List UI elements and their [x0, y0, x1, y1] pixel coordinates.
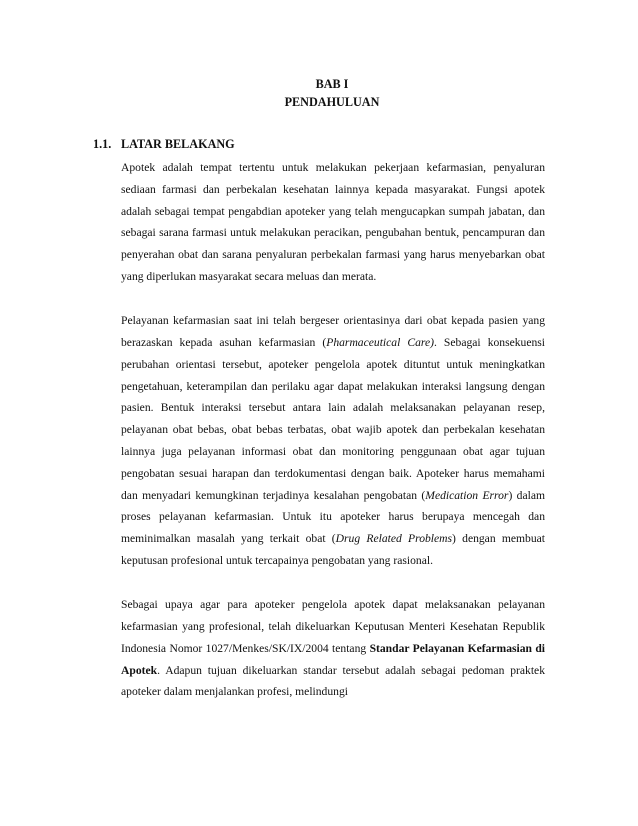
text-run-italic: Medication Error	[425, 488, 509, 502]
paragraph	[121, 157, 545, 288]
chapter-title: PENDAHULUAN	[284, 95, 380, 109]
section-title: LATAR BELAKANG	[121, 137, 235, 151]
text-run: . Adapun tujuan dikeluarkan standar tersebut adalah sebagai pedoman praktek apoteker dalam menjalankan profesi, melindungi	[121, 663, 545, 699]
text-run: ) dengan membuat keputusan profesional untuk tercapainya pengobatan yang rasional.	[121, 532, 545, 567]
section-number: 1.1.	[93, 137, 112, 151]
section-heading	[93, 137, 235, 151]
paragraph	[121, 594, 545, 703]
paragraph	[121, 310, 545, 572]
text-run: . Sebagai konsekuensi perubahan orientasi tersebut, apoteker pengelola apotek dituntut untuk meningkatkan pengetahuan, keterampilan dan perilaku agar dapat melakukan interaksi langsung dengan pasien. Bentuk interaksi tersebut antara lain adalah melaksanakan pelayanan resep, pelayanan obat bebas, obat bebas terbatas, obat wajib apotek dan perbekalan kesehatan lainnya juga pelayanan informasi obat dan monitoring penggunaan obat agar tujuan pengobatan sesuai harapan dan terdokumentasi dengan baik. Apoteker harus memahami dan menyadari kemungkinan terjadinya kesalahan pengobatan (	[121, 335, 546, 502]
text-run: Pelayanan kefarmasian saat ini telah bergeser orientasinya dari obat kepada pasien yang berazaskan kepada asuhan kefarmasian (	[121, 314, 545, 349]
text-run: Sebagai upaya agar para apoteker pengelola apotek dapat melaksanakan pelayanan kefarmasian yang profesional, telah dikeluarkan Keputusan Menteri Kesehatan Republik Indonesia Nomor 1027/Menkes/SK/IX/2004 tentang	[121, 598, 545, 655]
chapter-number: BAB I	[315, 77, 349, 91]
text-run-italic: Pharmaceutical Care)	[326, 335, 434, 349]
body-text	[121, 157, 545, 703]
text-run-bold: Standar Pelayanan Kefarmasian di Apotek	[121, 641, 546, 677]
text-run: Apotek adalah tempat tertentu untuk melakukan pekerjaan kefarmasian, penyaluran sediaan farmasi dan perbekalan kesehatan lainnya kepada masyarakat. Fungsi apotek adalah sebagai tempat pengabdian apoteker yang telah mengucapkan sumpah jabatan, dan sebagai sarana farmasi untuk melakukan peracikan, pengubahan bentuk, pencampuran dan penyerahan obat dan sarana penyaluran perbekalan farmasi yang harus menyebarkan obat yang diperlukan masyarakat secara meluas dan merata.	[121, 161, 545, 283]
text-run-italic: Drug Related Problems	[335, 532, 453, 546]
text-run: ) dalam proses pelayanan kefarmasian. Untuk itu apoteker harus berupaya mencegah dan meminimalkan masalah yang terkait obat (	[121, 488, 546, 546]
